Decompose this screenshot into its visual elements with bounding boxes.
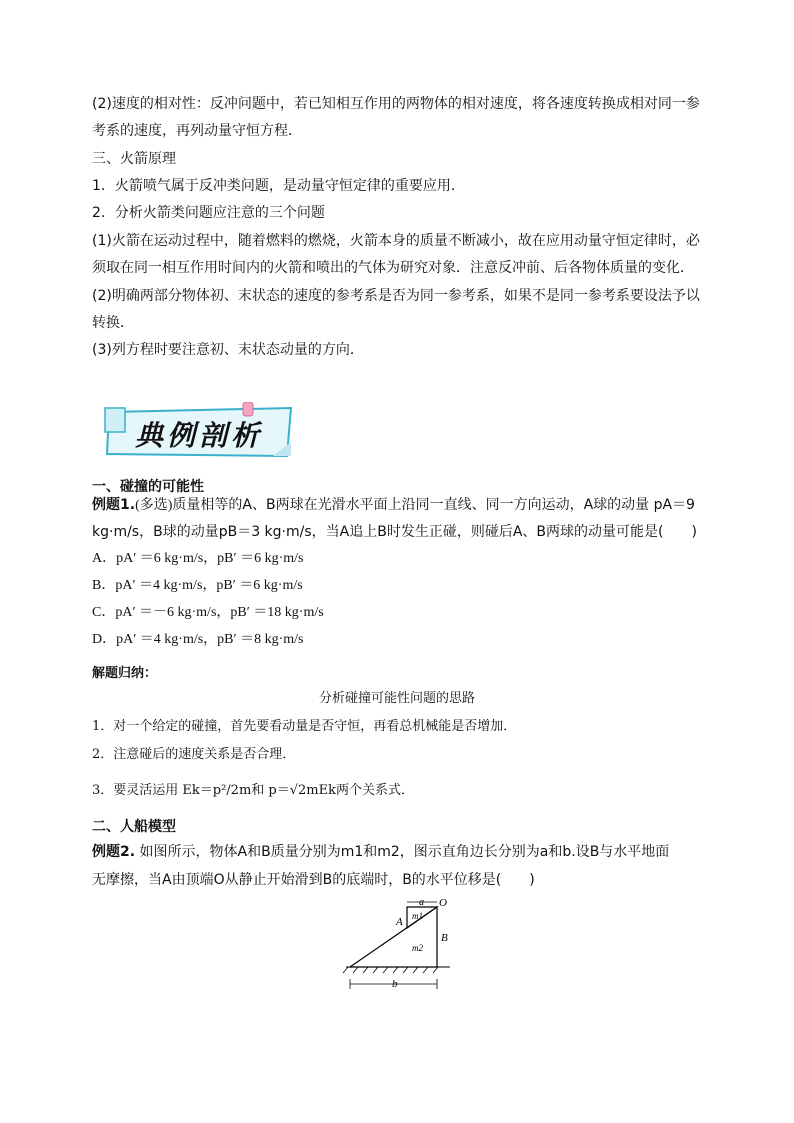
paragraph-line: 考系的速度，再列动量守恒方程． xyxy=(92,123,302,139)
banner-text: 典例剖析 xyxy=(135,419,264,452)
example-label: 例题1. xyxy=(92,497,136,513)
label-b: b xyxy=(392,978,398,990)
section-banner xyxy=(103,402,298,462)
section-heading: 二、人船模型 xyxy=(92,819,176,835)
paragraph-line: 1．火箭喷气属于反冲类问题，是动量守恒定律的重要应用． xyxy=(92,178,465,194)
option-d: D．pA′ ＝4 kg·m/s，pB′ ＝8 kg·m/s xyxy=(92,632,304,647)
tip-3: 3．要灵活运用 Ek＝p²/2m和 p＝√2mEk两个关系式． xyxy=(92,783,414,798)
label-B: B xyxy=(441,932,448,944)
example-text: 如图所示，物体A和B质量分别为m1和m2，图示直角边长分别为a和b.设B与水平地面 xyxy=(135,844,670,860)
label-m2: m2 xyxy=(412,943,423,953)
example-2-line-2: 无摩擦，当A由顶端O从静止开始滑到B的底端时，B的水平位移是( ) xyxy=(92,872,535,888)
label-A: A xyxy=(396,916,403,928)
section-heading: 三、火箭原理 xyxy=(92,151,176,167)
option-b: B．pA′ ＝4 kg·m/s，pB′ ＝6 kg·m/s xyxy=(92,578,303,593)
option-c: C．pA′ ＝－6 kg·m/s，pB′ ＝18 kg·m/s xyxy=(92,605,324,620)
paragraph-line: (2)明确两部分物体初、末状态的速度的参考系是否为同一参考系，如果不是同一参考系要设法予以 xyxy=(92,288,700,304)
label-a: a xyxy=(419,897,424,908)
summary-title: 分析碰撞可能性问题的思路 xyxy=(318,691,475,706)
example-label: 例题2. xyxy=(92,844,136,860)
tip-1: 1．对一个给定的碰撞，首先要看动量是否守恒，再看总机械能是否增加． xyxy=(92,719,517,734)
paragraph-line: 转换． xyxy=(92,315,134,331)
paragraph-line: (1)火箭在运动过程中，随着燃料的燃烧，火箭本身的质量不断减小，故在应用动量守恒定律时，必 xyxy=(92,233,700,249)
section-heading: 一、碰撞的可能性 xyxy=(92,479,204,495)
paragraph-line: 2．分析火箭类问题应注意的三个问题 xyxy=(92,205,325,221)
example-1-line-2: kg·m/s，B球的动量pB＝3 kg·m/s，当A追上B时发生正碰，则碰后A、B两球的动量可能是( ) xyxy=(92,524,697,540)
incline-figure xyxy=(340,895,470,995)
label-m1: m1 xyxy=(412,911,423,921)
example-text: 质量相等的A、B两球在光滑水平面上沿同一直线、同一方向运动，A球的动量 pA＝9 xyxy=(172,497,695,513)
label-o: O xyxy=(439,897,447,909)
example-2-line-1 xyxy=(92,843,669,861)
example-1-line-1 xyxy=(92,496,695,515)
option-a: A．pA′ ＝6 kg·m/s，pB′ ＝6 kg·m/s xyxy=(92,551,304,566)
paragraph-line: 须取在同一相互作用时间内的火箭和喷出的气体为研究对象．注意反冲前、后各物体质量的变化． xyxy=(92,260,694,276)
paragraph-line: (3)列方程时要注意初、末状态动量的方向． xyxy=(92,342,364,358)
summary-label: 解题归纳： xyxy=(92,666,158,681)
paragraph-line: (2)速度的相对性：反冲问题中，若已知相互作用的两物体的相对速度，将各速度转换成相对同一参 xyxy=(92,96,700,112)
tip-2: 2．注意碰后的速度关系是否合理． xyxy=(92,747,296,762)
example-tag: (多选) xyxy=(135,498,173,513)
